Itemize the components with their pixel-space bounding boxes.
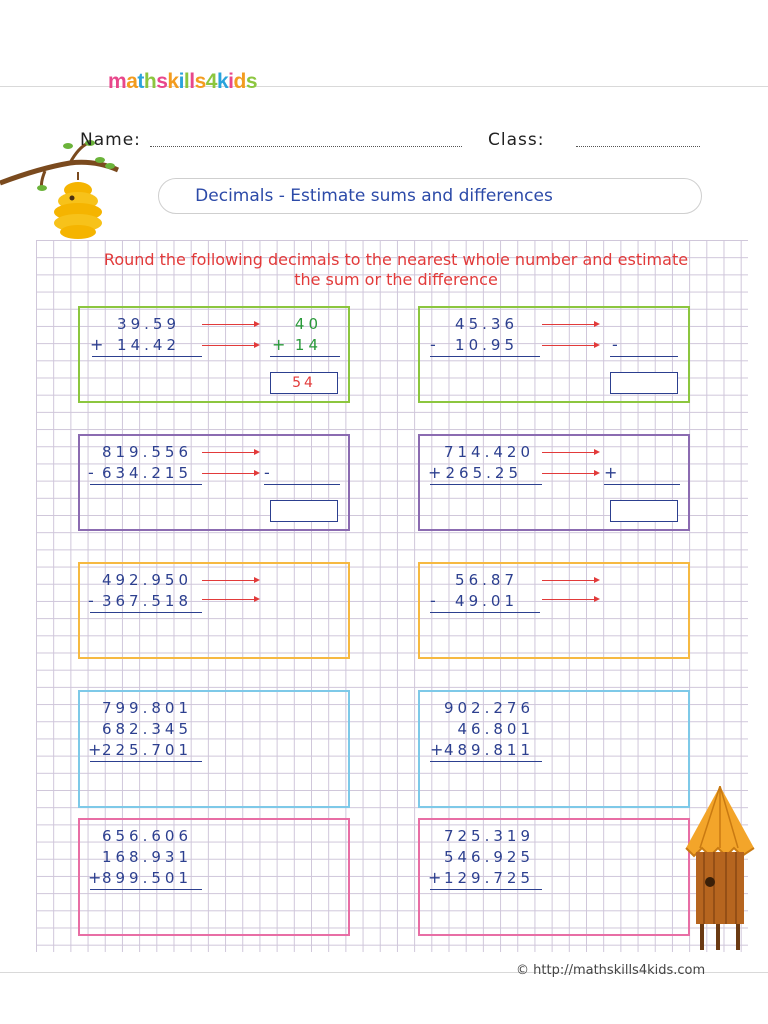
arrow-icon: [202, 599, 258, 600]
problem-box-5: [78, 562, 350, 659]
sum-line: [430, 889, 542, 890]
problem-box-9: [78, 818, 350, 936]
site-logo: mathskills4kids: [108, 70, 258, 93]
rounded-b: 14: [294, 336, 322, 354]
arrow-icon: [542, 345, 598, 346]
operator-minus: -: [88, 463, 94, 482]
operand-a: 45.36: [455, 315, 518, 333]
operator-minus: -: [430, 591, 436, 610]
problem-box-10: [418, 818, 690, 936]
difference-line: [430, 612, 540, 613]
sum-line: [430, 761, 542, 762]
difference-line: [90, 484, 202, 485]
rounded-operator: -: [264, 463, 270, 482]
operand-b: 46.801: [457, 720, 534, 738]
answer-box[interactable]: [610, 372, 678, 394]
operand-b: 367.518: [101, 592, 192, 610]
operator-plus: +: [430, 740, 444, 759]
rounded-a: 40: [294, 315, 322, 333]
beehive-branch-icon: [0, 138, 130, 243]
problem-box-2: [418, 306, 690, 403]
operand-a: 56.87: [455, 571, 518, 589]
operand-b: 14.42: [117, 336, 180, 354]
problem-box-3: [78, 434, 350, 531]
problem-box-4: [418, 434, 690, 531]
footer-copyright[interactable]: © http://mathskills4kids.com: [516, 963, 706, 978]
rounded-operator: +: [272, 335, 286, 354]
sum-line: [90, 761, 202, 762]
rounded-line: [264, 484, 340, 485]
operand-a: 799.801: [101, 699, 192, 717]
difference-line: [430, 356, 540, 357]
arrow-icon: [202, 345, 258, 346]
arrow-icon: [202, 324, 258, 325]
problem-box-8: [418, 690, 690, 808]
operator-plus: +: [88, 740, 102, 759]
arrow-icon: [542, 599, 598, 600]
operand-b: 682.345: [101, 720, 192, 738]
bee-hut-icon: [680, 786, 760, 954]
rounded-operator: -: [612, 335, 618, 354]
operator-plus: +: [90, 335, 104, 354]
arrow-icon: [542, 473, 598, 474]
operand-c: 489.811: [443, 741, 534, 759]
instructions-line1: Round the following decimals to the nearest whole number and estimate: [103, 250, 689, 269]
operator-plus: +: [428, 463, 442, 482]
problem-box-1: [78, 306, 350, 403]
answer-box[interactable]: [610, 500, 678, 522]
operand-b: 168.931: [101, 848, 192, 866]
operand-b: 265.25: [445, 464, 522, 482]
operand-b: 634.215: [101, 464, 192, 482]
operand-a: 492.950: [101, 571, 192, 589]
operand-a: 819.556: [101, 443, 192, 461]
problem-box-7: [78, 690, 350, 808]
name-field[interactable]: [150, 145, 462, 147]
arrow-icon: [202, 452, 258, 453]
operand-c: 225.701: [101, 741, 192, 759]
answer-box[interactable]: 54: [270, 372, 338, 394]
rounded-line: [604, 484, 680, 485]
sum-line: [430, 484, 542, 485]
arrow-icon: [202, 473, 258, 474]
problem-box-6: [418, 562, 690, 659]
arrow-icon: [542, 452, 598, 453]
worksheet-title: Decimals - Estimate sums and differences: [195, 186, 553, 206]
operand-a: 714.420: [443, 443, 534, 461]
operator-plus: +: [88, 868, 102, 887]
operand-b: 49.01: [455, 592, 518, 610]
operand-c: 899.501: [101, 869, 192, 887]
difference-line: [90, 612, 202, 613]
operator-minus: -: [430, 335, 436, 354]
instructions-line2: the sum or the difference: [294, 270, 498, 289]
operand-a: 902.276: [443, 699, 534, 717]
operand-a: 39.59: [117, 315, 180, 333]
rounded-line: [610, 356, 678, 357]
sum-line: [92, 356, 202, 357]
operand-b: 10.95: [455, 336, 518, 354]
operator-plus: +: [428, 868, 442, 887]
rounded-operator: +: [604, 463, 618, 482]
operand-a: 656.606: [101, 827, 192, 845]
name-label: Name:: [80, 130, 141, 150]
arrow-icon: [202, 580, 258, 581]
answer-box[interactable]: [270, 500, 338, 522]
operand-b: 546.925: [443, 848, 534, 866]
operand-a: 725.319: [443, 827, 534, 845]
sum-line: [90, 889, 202, 890]
rounded-line: [270, 356, 340, 357]
operand-c: 129.725: [443, 869, 534, 887]
operator-minus: -: [88, 591, 94, 610]
class-label: Class:: [488, 130, 545, 150]
class-field[interactable]: [576, 145, 700, 147]
arrow-icon: [542, 324, 598, 325]
arrow-icon: [542, 580, 598, 581]
